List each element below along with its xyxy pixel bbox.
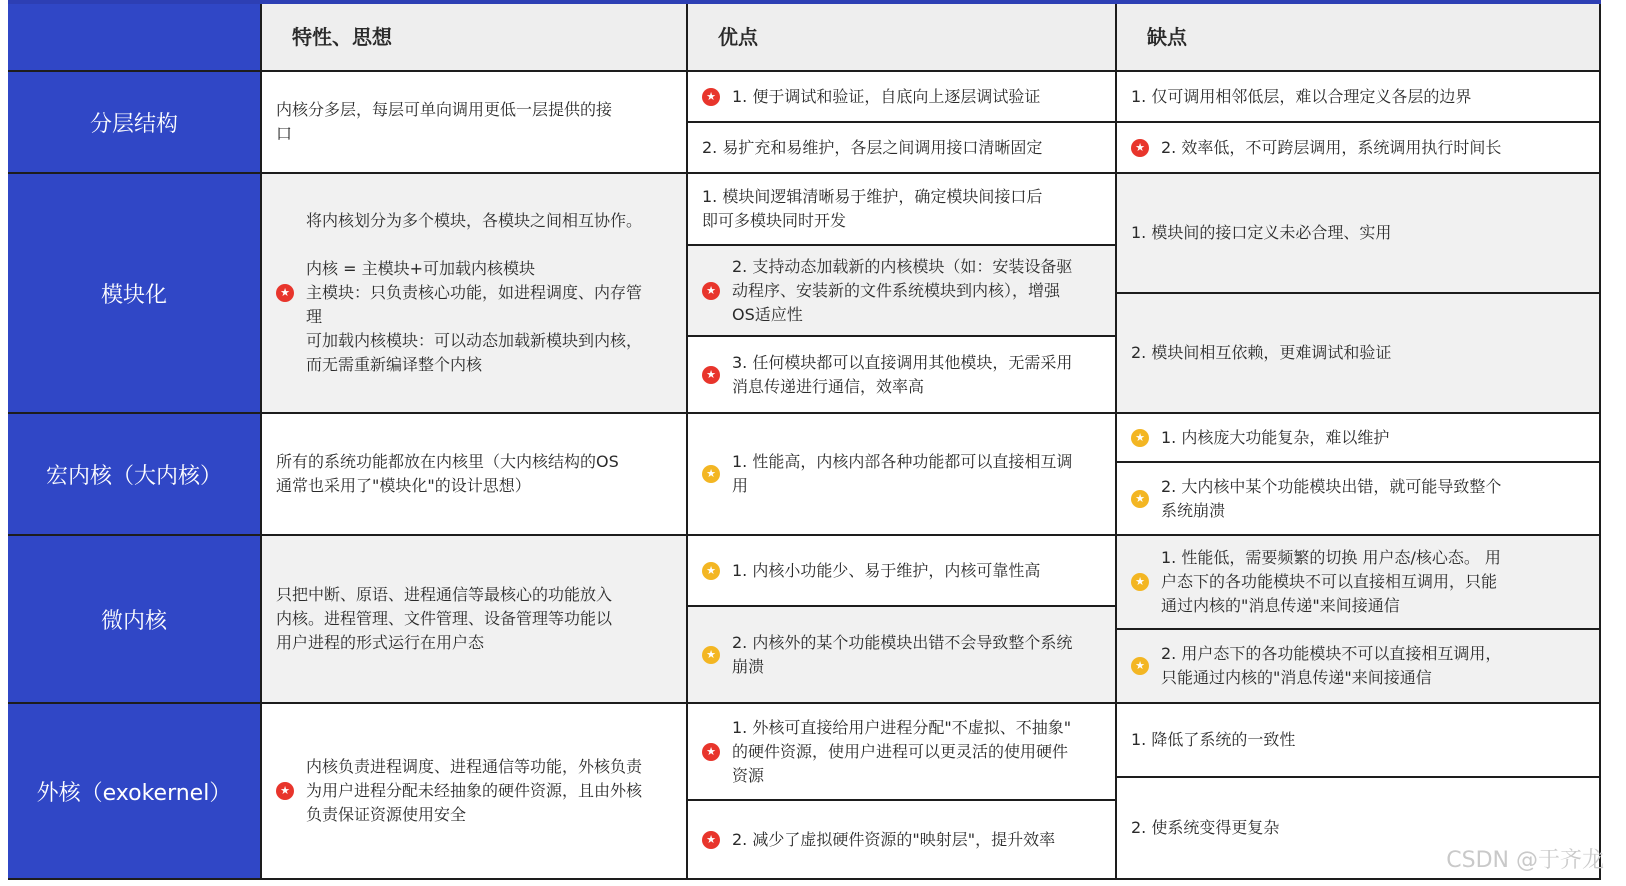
yellow-star-icon: ★ [702,465,720,483]
yellow-star-icon: ★ [702,646,720,664]
pros-cell-text: 2. 易扩充和易维护，各层之间调用接口清晰固定 [702,137,1043,157]
pros-cell [688,607,1117,704]
comparison-table [8,4,1601,880]
pros-cell-text: 2. 减少了虚拟硬件资源的"映射层"，提升效率 [732,829,1056,849]
row-header: 外核（exokernel） [8,704,262,880]
cons-cell-text: 1. 内核庞大功能复杂，难以维护 [1161,427,1390,447]
cons-cell [1117,174,1601,294]
cons-cell-text: 1. 模块间的接口定义未必合理、实用 [1131,223,1392,242]
pros-cell [688,414,1117,536]
pros-cell [688,72,1117,123]
row-header: 微内核 [8,536,262,704]
cons-cell-text: 1. 性能低，需要频繁的切换 用户态/核心态。 用 户态下的各功能模块不可以直接相互调用，只能 通过内核的"消息传递"来间接通信 [1161,548,1501,615]
cons-cell-text: 1. 降低了系统的一致性 [1131,730,1296,749]
cons-cell-text: 2. 模块间相互依赖，更难调试和验证 [1131,343,1392,362]
red-star-icon: ★ [1131,139,1149,157]
pros-cell-text: 1. 内核小功能少、易于维护，内核可靠性高 [732,560,1041,580]
cons-cell [1117,123,1601,174]
cons-cell [1117,463,1601,536]
watermark: CSDN @于齐龙 [1446,848,1604,873]
red-star-icon: ★ [702,366,720,384]
pros-cell [688,704,1117,801]
row-header: 分层结构 [8,72,262,174]
cons-cell-text: 2. 用户态下的各功能模块不可以直接相互调用， 只能通过内核的"消息传递"来间接通信 [1161,644,1502,687]
features-cell-text: 只把中断、原语、进程通信等最核心的功能放入 内核。进程管理、文件管理、设备管理等功能以 用户进程的形式运行在用户态 [276,585,613,652]
cons-cell [1117,536,1601,630]
pros-cell [688,123,1117,174]
features-cell [262,414,688,536]
pros-cell-text: 2. 支持动态加载新的内核模块（如：安装设备驱 动程序、安装新的文件系统模块到内核），增强 OS适应性 [732,256,1073,324]
cons-cell [1117,704,1601,778]
cons-cell [1117,294,1601,414]
pros-cell-text: 1. 性能高，内核内部各种功能都可以直接相互调 用 [732,452,1073,495]
red-star-icon: ★ [702,743,720,761]
yellow-star-icon: ★ [1131,657,1149,675]
row-header: 宏内核（大内核） [8,414,262,536]
features-cell-text: 将内核划分为多个模块，各模块之间相互协作。 内核 = 主模块+可加载内核模块 主模块：只负责核心功能，如进程调度、内存管 理 可加载内核模块：可以动态加载新模块到内核， 而无需重新编译整个内核 [306,211,643,374]
red-star-icon: ★ [702,88,720,106]
pros-cell-text: 1. 外核可直接给用户进程分配"不虚拟、不抽象" 的硬件资源，使用户进程可以更灵活的使用硬件 资源 [732,717,1072,785]
cons-cell [1117,414,1601,463]
row-header: 模块化 [8,174,262,414]
pros-cell-text: 2. 内核外的某个功能模块出错不会导致整个系统 崩溃 [732,632,1073,676]
pros-cell [688,801,1117,880]
pros-cell-text: 1. 便于调试和验证，自底向上逐层调试验证 [732,86,1041,106]
header-features: 特性、思想 [262,4,688,72]
yellow-star-icon: ★ [1131,429,1149,447]
cons-cell [1117,72,1601,123]
features-cell-text: 所有的系统功能都放在内核里（大内核结构的OS 通常也采用了"模块化"的设计思想） [276,452,619,495]
red-star-icon: ★ [276,782,294,800]
pros-cell [688,337,1117,414]
header-cons: 缺点 [1117,4,1601,72]
cons-cell-text: 1. 仅可调用相邻低层，难以合理定义各层的边界 [1131,86,1472,106]
features-cell [262,536,688,704]
cons-cell-text: 2. 使系统变得更复杂 [1131,818,1280,837]
pros-cell-text: 3. 任何模块都可以直接调用其他模块，无需采用 消息传递进行通信，效率高 [732,352,1073,396]
cons-cell-text: 2. 大内核中某个功能模块出错，就可能导致整个 系统崩溃 [1161,476,1502,520]
cons-cell-text: 2. 效率低，不可跨层调用，系统调用执行时间长 [1161,137,1502,157]
features-cell-text: 内核负责进程调度、进程通信等功能，外核负责 为用户进程分配未经抽象的硬件资源，且由外核 负责保证资源使用安全 [306,757,643,824]
red-star-icon: ★ [702,282,720,300]
features-cell [262,704,688,880]
cons-cell [1117,630,1601,704]
pros-cell-text: 1. 模块间逻辑清晰易于维护，确定模块间接口后 即可多模块同时开发 [702,187,1043,230]
yellow-star-icon: ★ [1131,490,1149,508]
features-cell-text: 内核分多层，每层可单向调用更低一层提供的接 口 [276,100,613,143]
features-cell [262,174,688,414]
pros-cell [688,536,1117,607]
yellow-star-icon: ★ [702,562,720,580]
header-corner [8,4,262,72]
features-cell [262,72,688,174]
red-star-icon: ★ [702,831,720,849]
pros-cell [688,246,1117,337]
pros-cell [688,174,1117,246]
yellow-star-icon: ★ [1131,573,1149,591]
red-star-icon: ★ [276,284,294,302]
header-pros: 优点 [688,4,1117,72]
